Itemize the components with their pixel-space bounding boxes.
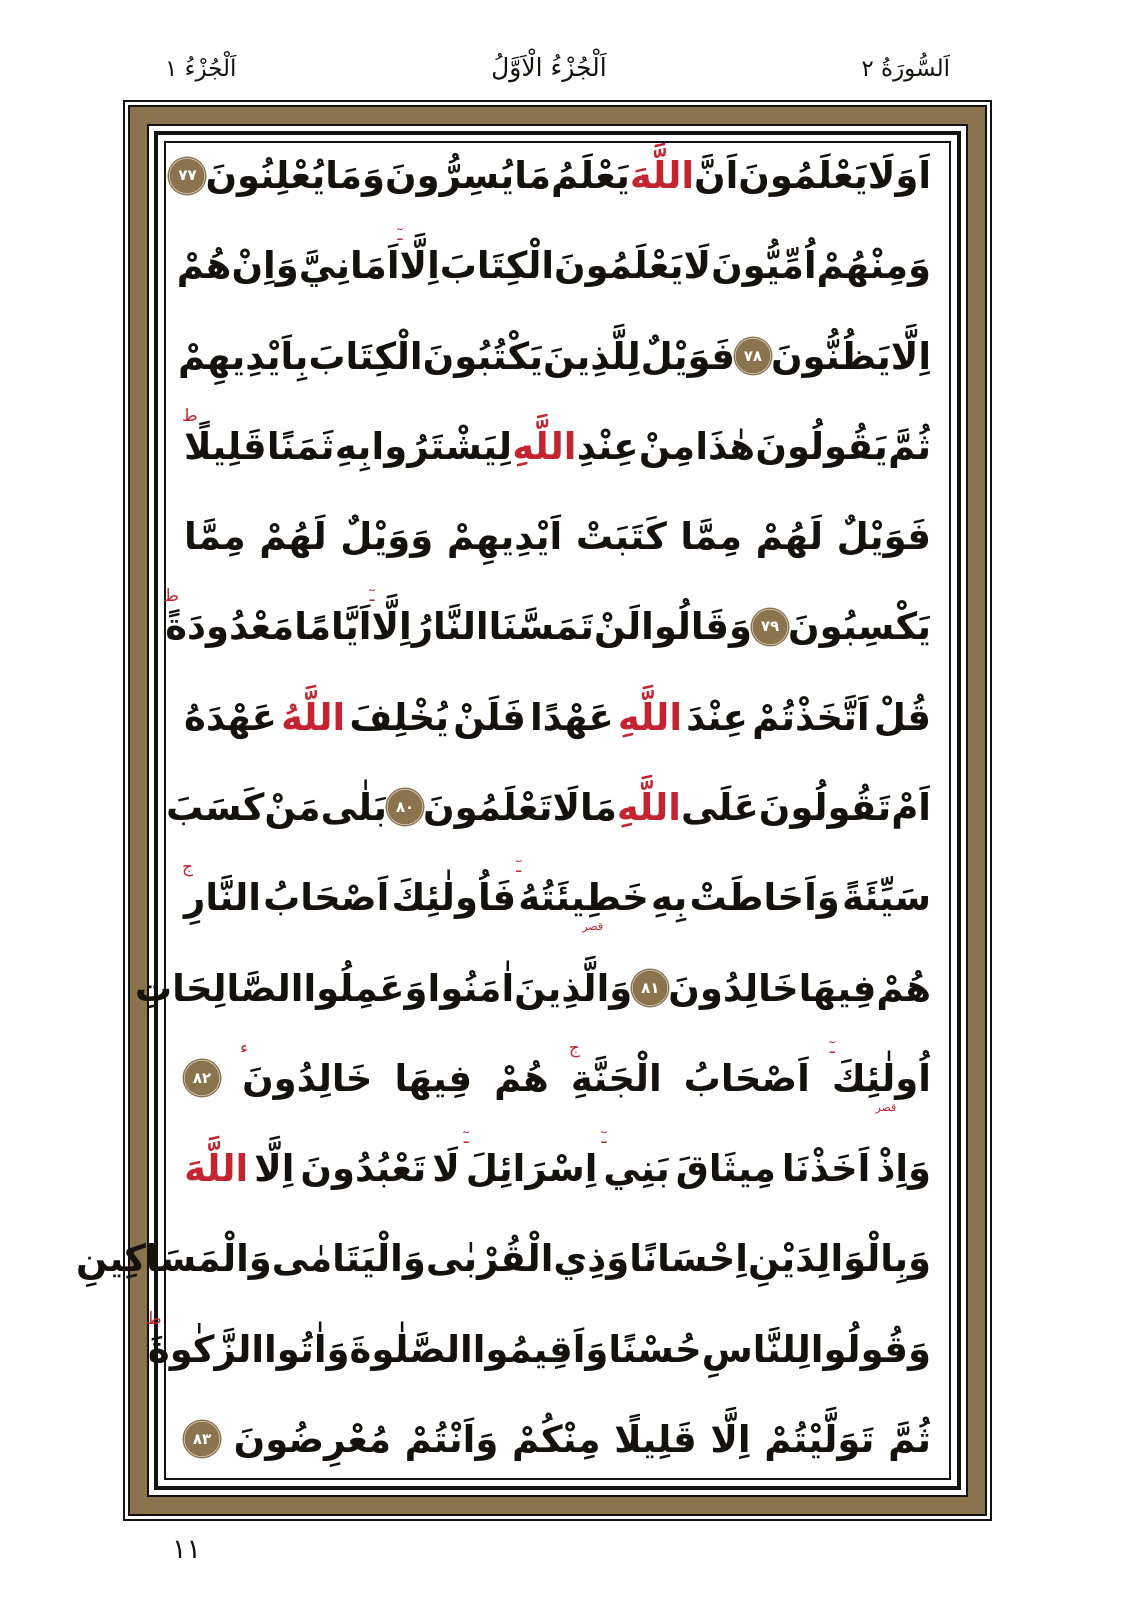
quran-word: بِاَيْدِيهِمْ xyxy=(177,334,309,378)
quran-word: كَتَبَتْ xyxy=(575,515,667,559)
quran-word: خَطِيئَتُهُ ـٓ قصر xyxy=(516,857,649,934)
frame-text-rule xyxy=(75,141,951,1480)
quran-word: الْجَنَّةِ ج xyxy=(568,1037,662,1100)
quran-word: وَاَحَاطَتْ xyxy=(689,876,840,920)
quran-word: اَنَّ xyxy=(694,154,739,197)
tajweed-pause-mark: ـٓ xyxy=(829,1037,835,1058)
quran-word: ثَمَنًا xyxy=(266,424,335,468)
quran-word: لَهُمْ xyxy=(259,515,327,559)
decorative-frame xyxy=(75,100,992,1521)
quran-word: يَعْلَمُونَ xyxy=(554,244,684,288)
quran-line xyxy=(145,1308,931,1371)
quran-word: فَوَيْلٌ xyxy=(640,334,735,378)
quran-word: عِنْدِ xyxy=(576,424,639,468)
quran-word: الصَّلٰوةَ xyxy=(349,1327,473,1371)
quran-word: يَقُولُونَ xyxy=(755,424,888,468)
quran-lines xyxy=(75,154,931,1461)
quran-word: وَاَقِيمُوا xyxy=(472,1327,609,1371)
verse-number-badge: ٨٢ xyxy=(184,1060,220,1096)
quran-word: هٰذَا xyxy=(695,424,756,468)
quran-word: يُعْلِنُونَ xyxy=(205,154,326,197)
quran-word: وَمَا xyxy=(325,154,386,197)
tajweed-pause-mark: ء xyxy=(240,1037,249,1058)
verse-number-badge: ٧٧ xyxy=(169,158,205,194)
allah-word: اللَّهِ xyxy=(617,695,683,739)
quran-word: مُعْرِضُونَ xyxy=(233,1417,391,1461)
quran-line xyxy=(182,857,931,934)
quran-line xyxy=(182,405,931,468)
quran-word: وَذِي xyxy=(553,1237,630,1281)
quran-word: وَقَالُوا xyxy=(641,605,753,649)
quran-word: اَمْ xyxy=(891,785,931,829)
quran-word: تَعْبُدُونَ xyxy=(300,1147,427,1191)
allah-word: اللَّهِ xyxy=(616,785,681,829)
quran-word: وَاِذْ xyxy=(876,1147,931,1191)
quran-word: الْكِتَابَ xyxy=(439,244,555,288)
quran-word: اِلَّا xyxy=(254,1147,295,1191)
quran-word: لَهُمْ xyxy=(755,515,823,559)
quran-word: اَخَذْنَا xyxy=(781,1147,871,1191)
quran-word: خَالِدُونَ ء xyxy=(240,1037,373,1100)
quran-line xyxy=(134,966,931,1010)
quran-word: وَالْيَتَامٰى xyxy=(271,1237,426,1281)
page-number: ١١ xyxy=(172,1534,202,1565)
quran-word: يَظُنُّونَ xyxy=(770,334,891,378)
quran-line xyxy=(178,154,931,197)
quran-word: قُلْ xyxy=(873,695,931,739)
quran-word: هُمْ xyxy=(494,1056,549,1100)
quran-word: وَاِنْ xyxy=(231,244,299,288)
page-header xyxy=(123,26,992,82)
quran-line xyxy=(177,334,931,378)
surah-number-label: اَلسُّورَةُ ٢ xyxy=(861,56,950,82)
quran-word: تَمَسَّنَا xyxy=(488,605,594,649)
verse-number-badge: ٨٣ xyxy=(184,1421,220,1457)
quran-word: وَمِنْهُمْ xyxy=(816,244,931,288)
quran-word: اٰمَنُوا xyxy=(427,966,515,1010)
quran-word: قَلِيلًا ط xyxy=(182,405,267,468)
quran-word: يَكْسِبُونَ xyxy=(788,605,931,649)
quran-word: اَصْحَابُ xyxy=(263,876,390,920)
quran-word: اِسْرَائِلَ ـٓ xyxy=(463,1128,598,1191)
quran-word: مَنْ xyxy=(264,785,321,829)
tajweed-pause-mark: ـٓ xyxy=(601,1128,607,1149)
quran-line xyxy=(163,586,931,649)
quran-word: مِمَّا xyxy=(184,515,246,559)
quran-word: كَسَبَ xyxy=(166,785,265,829)
allah-word: اللَّهَ xyxy=(184,1147,249,1191)
quran-word: مِنْ xyxy=(638,424,696,468)
quran-word: بِهِ xyxy=(650,876,688,920)
quran-line xyxy=(75,1237,931,1281)
quran-word: عَهْدًا xyxy=(529,695,614,739)
quran-line xyxy=(176,225,931,288)
quran-word: اِلَّا xyxy=(890,334,931,378)
quran-line xyxy=(184,1417,931,1461)
verse-number-badge: ٧٨ xyxy=(735,338,771,374)
quran-word: وَقُولُوا xyxy=(810,1327,931,1371)
quran-word: مِنْكُمْ xyxy=(511,1417,601,1461)
quran-word: عَهْدَهُ xyxy=(184,695,277,739)
quran-word: عَلَى xyxy=(680,785,759,829)
quran-word: لِيَشْتَرُوا xyxy=(371,424,512,468)
quran-word: ثُمَّ xyxy=(888,424,931,468)
quran-word: هُمْ xyxy=(876,966,931,1010)
quran-word: اَصْحَابُ xyxy=(683,1056,810,1100)
quran-word: النَّارُ xyxy=(411,605,489,649)
frame-thick-rule xyxy=(75,131,961,1490)
quran-word: فَلَنْ xyxy=(453,695,526,739)
quran-word: وَوَيْلٌ xyxy=(340,515,434,559)
quran-word: اَيْدِيهِمْ xyxy=(446,515,563,559)
verse-number-badge: ٨٠ xyxy=(387,789,423,825)
tajweed-pause-mark: ط xyxy=(145,1308,162,1329)
quran-word: اِحْسَانًا xyxy=(629,1237,748,1281)
quran-word: وَالْمَسَاكِينِ xyxy=(75,1237,272,1281)
quran-word: بِهِ xyxy=(334,424,372,468)
quran-word: تَوَلَّيْتُمْ xyxy=(764,1417,875,1461)
quran-word: اَمَانِيَّ xyxy=(298,244,400,288)
quran-word: وَاَنْتُمْ xyxy=(404,1417,499,1461)
quran-word: فَاُولٰئِكَ xyxy=(391,876,517,920)
juz-title: اَلْجُزْءُ الْاَوَّلُ xyxy=(491,53,607,82)
quran-word: مَا xyxy=(580,785,617,829)
quran-word: اُمِّيُّونَ xyxy=(711,244,817,288)
quran-word: خَالِدُونَ xyxy=(668,966,799,1010)
quran-word: النَّارِ ج xyxy=(182,857,261,920)
quran-word: الصَّالِحَاتِ xyxy=(134,966,304,1010)
quran-word: اُولٰئِكَ ـٓ قصر xyxy=(829,1037,931,1114)
allah-word: اللَّهُ xyxy=(281,695,346,739)
quran-word: وَبِالْوَالِدَيْنِ xyxy=(747,1237,931,1281)
juz-number-label: اَلْجُزْءُ ١ xyxy=(165,56,237,82)
quran-word: وَاٰتُوا xyxy=(264,1327,350,1371)
tajweed-pause-mark: ـٓ xyxy=(397,225,403,246)
tajweed-pause-mark: ج xyxy=(568,1037,580,1058)
quran-word: اَتَّخَذْتُمْ xyxy=(752,695,870,739)
quran-word: وَعَمِلُوا xyxy=(303,966,428,1010)
quran-word: لَا xyxy=(432,1147,460,1191)
quran-word: بَلٰى xyxy=(320,785,388,829)
quran-word: مَا xyxy=(514,154,551,197)
quran-line xyxy=(184,1037,931,1114)
quran-word: وَالَّذِينَ xyxy=(514,966,633,1010)
tajweed-qasr-note: قصر xyxy=(582,920,604,934)
frame-inner-white xyxy=(75,124,968,1497)
quran-word: سَيِّئَةً xyxy=(841,876,931,920)
tajweed-pause-mark: ط xyxy=(163,586,179,607)
quran-word: فِيهَا xyxy=(394,1056,473,1100)
allah-word: اللَّهَ xyxy=(629,154,695,197)
verse-number-badge: ٨١ xyxy=(632,970,668,1006)
frame-gold-band xyxy=(75,105,987,1516)
tajweed-pause-mark: ج xyxy=(182,857,194,878)
quran-word: يَعْلَمُونَ xyxy=(738,154,868,197)
quran-word: لِلنَّاسِ xyxy=(701,1327,811,1371)
quran-word: تَعْلَمُونَ xyxy=(423,785,553,829)
quran-line xyxy=(184,1128,931,1191)
quran-word: حُسْنًا xyxy=(608,1327,702,1371)
tajweed-pause-mark: ـٓ xyxy=(369,586,375,607)
quran-word: اَوَلَا xyxy=(867,154,931,197)
quran-word: ثُمَّ xyxy=(888,1417,931,1461)
quran-word: بَنِي ـٓ xyxy=(601,1128,670,1191)
allah-word: اللَّهِ xyxy=(512,424,577,468)
quran-word: اِلَّا ـٓ xyxy=(369,586,412,649)
quran-word: مَعْدُودَةً ط xyxy=(163,586,295,649)
quran-word: يُخْلِفَ xyxy=(349,695,450,739)
tajweed-pause-mark: ـٓ xyxy=(463,1128,469,1149)
quran-word: مِيثَاقَ xyxy=(675,1147,776,1191)
quran-word: لِلَّذِينَ xyxy=(543,334,641,378)
quran-word: تَقُولُونَ xyxy=(758,785,892,829)
quran-word: عِنْدَ xyxy=(686,695,748,739)
quran-line xyxy=(184,515,931,559)
quran-line xyxy=(166,785,931,829)
verse-number-badge: ٧٩ xyxy=(752,609,788,645)
tajweed-qasr-note: قصر xyxy=(875,1100,897,1114)
tajweed-pause-mark: ط xyxy=(182,405,198,426)
tajweed-pause-mark: ـٓ xyxy=(516,857,522,878)
quran-word: الْقُرْبٰى xyxy=(425,1237,554,1281)
quran-word: اَيَّامًا xyxy=(294,605,372,649)
quran-word: لَا xyxy=(683,244,712,288)
quran-word: يَكْتُبُونَ xyxy=(422,334,544,378)
quran-word: اِلَّا ـٓ xyxy=(397,225,440,288)
quran-word: يُسِرُّونَ xyxy=(385,154,515,197)
quran-word: فَوَيْلٌ xyxy=(836,515,931,559)
quran-word: الْكِتَابَ xyxy=(308,334,423,378)
quran-word: فِيهَا xyxy=(798,966,877,1010)
quran-word: مِمَّا xyxy=(680,515,742,559)
quran-word: لَا xyxy=(552,785,581,829)
quran-word: اِلَّا xyxy=(710,1417,751,1461)
quran-word: الزَّكٰوةَ ط xyxy=(145,1308,265,1371)
quran-word: هُمْ xyxy=(176,244,232,288)
quran-word: قَلِيلًا xyxy=(614,1417,697,1461)
quran-line xyxy=(184,695,931,739)
quran-word: يَعْلَمُ xyxy=(551,154,630,197)
quran-word: لَنْ xyxy=(593,605,642,649)
